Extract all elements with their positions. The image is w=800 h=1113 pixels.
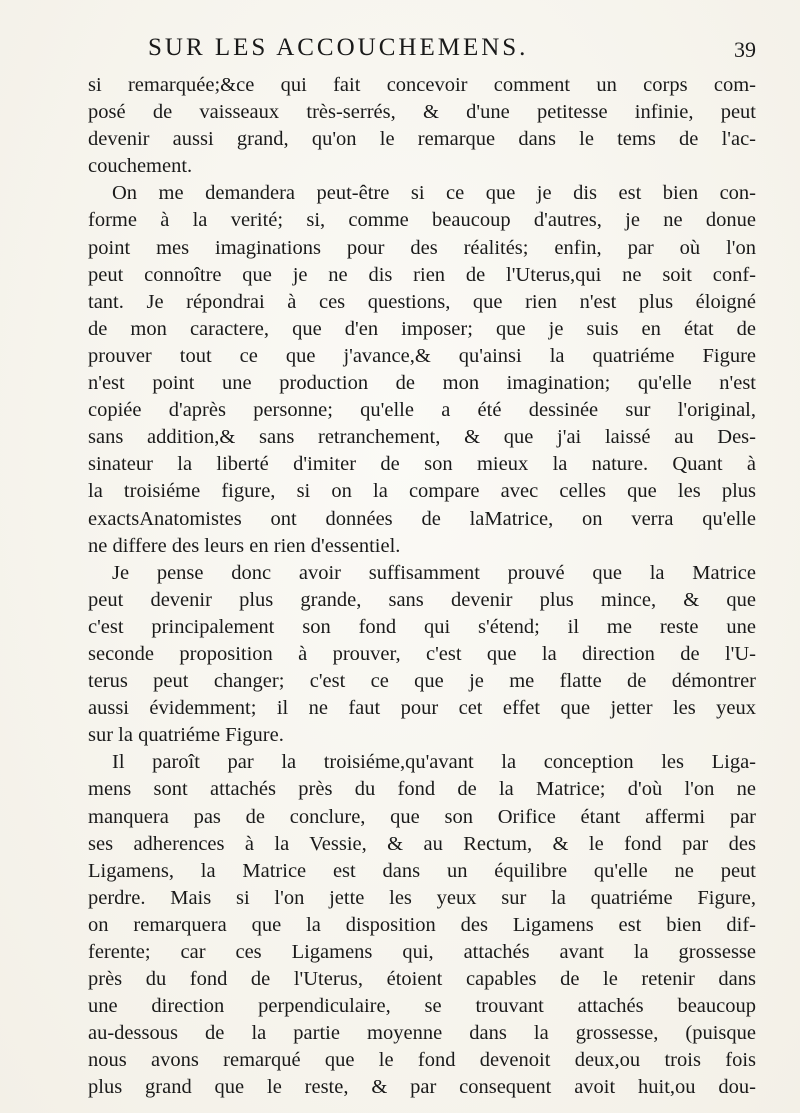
text-line: posé de vaisseaux très-serrés, & d'une petitesse infinie, peut [88,101,756,124]
running-title: SUR LES ACCOUCHEMENS. [148,34,529,61]
text-line: manquera pas de conclure, que son Orifice étant affermi par [88,805,756,828]
page-number: 39 [734,37,756,62]
text-line: ferente; car ces Ligamens qui, attachés avant la grossesse [88,941,756,963]
text-line: On me demandera peut-être si ce que je dis est bien con- [112,182,756,205]
text-line: une direction perpendiculaire, se trouvant attachés beaucoup [88,995,756,1018]
text-line: copiée d'après personne; qu'elle a été dessinée sur l'original, [88,399,756,422]
text-line: près du fond de l'Uterus, étoient capables de le retenir dans [88,968,756,991]
text-line: prouver tout ce que j'avance,& qu'ainsi la quatriéme Figure [88,344,756,367]
text-line: la troisiéme figure, si on la compare avec celles que les plus [88,480,756,503]
text-line: exactsAnatomistes ont données de laMatrice, on verra qu'elle [88,507,756,530]
text-line: nous avons remarqué que le fond devenoit deux,ou trois fois [88,1049,756,1072]
text-line: si remarquée;&ce qui fait concevoir comment un corps com- [88,74,756,96]
text-line: sans addition,& sans retranchement, & que j'ai laissé au Des- [88,426,756,449]
text-line: forme à la verité; si, comme beaucoup d'autres, je ne donue [88,209,756,232]
text-line: sur la quatriéme Figure. [88,724,284,747]
text-line: Il paroît par la troisiéme,qu'avant la conception les Liga- [112,751,756,774]
text-line: ne differe des leurs en rien d'essentiel. [88,534,401,557]
text-line: plus grand que le reste, & par consequent avoit huit,ou dou- [88,1076,756,1099]
text-line: ses adherences à la Vessie, & au Rectum, & le fond par des [88,832,756,855]
text-line: devenir aussi grand, qu'on le remarque dans le tems de l'ac- [88,128,756,151]
text-line: tant. Je répondrai à ces questions, que rien n'est plus éloigné [88,290,756,313]
text-line: peut connoître que je ne dis rien de l'Uterus,qui ne soit conf- [88,263,756,286]
running-head [88,28,756,68]
body-text [88,72,756,1102]
text-line: aussi évidemment; il ne faut pour cet effet que jetter les yeux [88,697,756,720]
text-line: n'est point une production de mon imagination; qu'elle n'est [88,372,756,395]
text-line: sinateur la liberté d'imiter de son mieux la nature. Quant à [88,453,756,476]
text-line: couchement. [88,155,193,178]
text-line: Je pense donc avoir suffisamment prouvé que la Matrice [112,561,756,584]
text-line: c'est principalement son fond qui s'étend; il me reste une [88,615,756,638]
text-line: terus peut changer; c'est ce que je me flatte de démontrer [88,670,756,693]
text-line: au-dessous de la partie moyenne dans la grossesse, (puisque [88,1022,756,1045]
text-line: on remarquera que la disposition des Ligamens est bien dif- [88,913,756,936]
text-line: de mon caractere, que d'en imposer; que je suis en état de [88,317,756,340]
text-line: point mes imaginations pour des réalités; enfin, par où l'on [88,236,756,259]
text-line: peut devenir plus grande, sans devenir plus mince, & que [88,588,756,611]
text-line: perdre. Mais si l'on jette les yeux sur la quatriéme Figure, [88,886,756,909]
text-line: mens sont attachés près du fond de la Matrice; d'où l'on ne [88,778,756,801]
text-line: Ligamens, la Matrice est dans un équilibre qu'elle ne peut [88,859,756,882]
text-line: seconde proposition à prouver, c'est que la direction de l'U- [88,642,756,665]
